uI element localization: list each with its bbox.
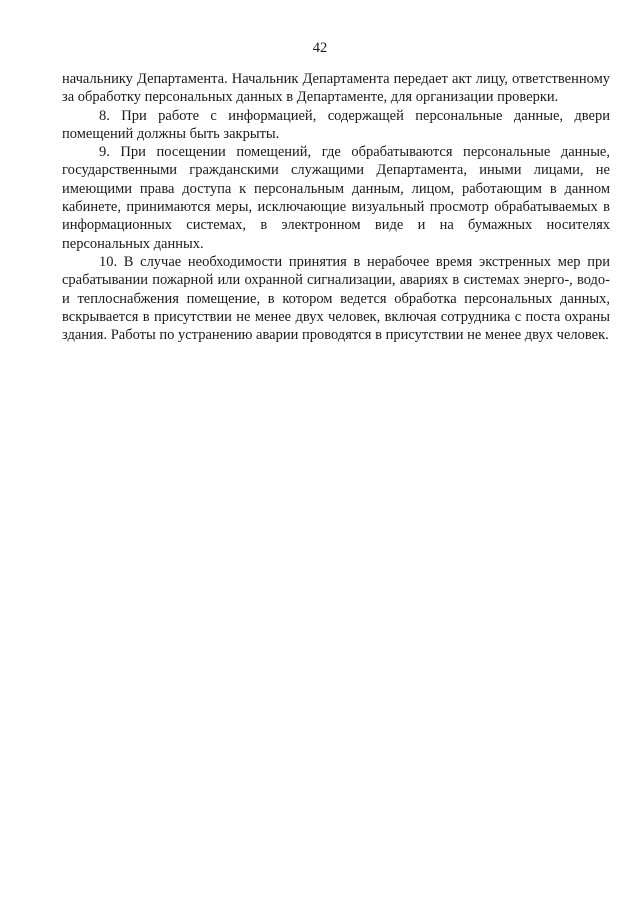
page-number: 42 xyxy=(312,40,328,56)
paragraph-8: 8. При работе с информацией, содержащей персональные данные, двери помещений должны быть закрыты. xyxy=(62,107,610,142)
paragraph-continuation: начальнику Департамента. Начальник Департамента передает акт лицу, ответственному за обработку персональных данных в Департаменте, для организации проверки. xyxy=(62,71,610,106)
document-body xyxy=(62,70,610,344)
paragraph-9: 9. При посещении помещений, где обрабатываются персональные данные, государственными гражданскими служащими Департамента, иными лицами, не имеющими права доступа к персональным данным, лицом, работающим в данном кабинете, принимаются меры, исключающие визуальный просмотр обрабатываемых в информационных системах, в электронном виде и на бумажных носителях персональных данных. xyxy=(62,144,610,252)
paragraph-10: 10. В случае необходимости принятия в нерабочее время экстренных мер при срабатывании пожарной или охранной сигнализации, авариях в системах энерго-, водо- и теплоснабжения помещение, в котором ведется обработка персональных данных, вскрывается в присутствии не менее двух человек, включая сотрудника с поста охраны здания. Работы по устранению аварии проводятся в присутствии не менее двух человек. xyxy=(62,253,610,344)
